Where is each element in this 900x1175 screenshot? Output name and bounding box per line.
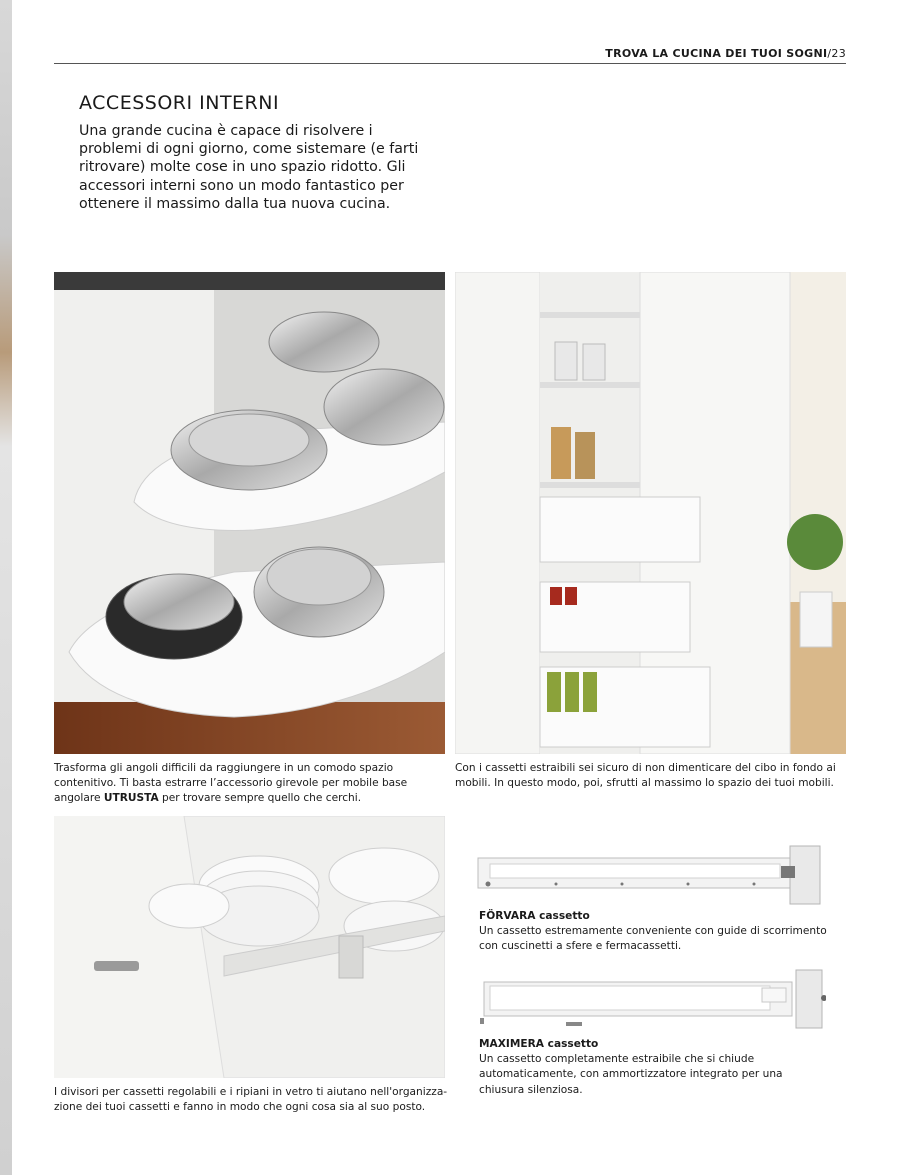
drawer-dividers-caption: I divisori per cassetti regolabili e i ripiani in vetro ti aiutano nell'organizza-zione dei tuoi cassetti e fanno in modo che ogni cosa sia al suo posto. bbox=[54, 1086, 448, 1114]
product-name-utrusta: UTRUSTA bbox=[103, 792, 159, 805]
running-title: TROVA LA CUCINA DEI TUOI SOGNI bbox=[605, 47, 828, 60]
maximera-drawer-image bbox=[476, 966, 826, 1032]
maximera-caption bbox=[479, 1037, 829, 1098]
corner-carousel-photo bbox=[54, 272, 445, 754]
caption-text: per trovare sempre quello che cerchi. bbox=[158, 792, 362, 805]
forvara-product-name: FÖRVARA cassetto bbox=[479, 910, 590, 922]
caption-text: Trasforma gli angoli difficili da raggiungere in un comodo spazio contenitivo. Ti basta estrarre l’accessorio girevole per mobile base angolare bbox=[54, 762, 408, 805]
page-number: /23 bbox=[827, 47, 846, 60]
maximera-product-name: MAXIMERA cassetto bbox=[479, 1038, 599, 1050]
page-edge-strip bbox=[0, 0, 12, 1175]
forvara-description: Un cassetto estremamente conveniente con guide di scorrimento con cuscinetti a sfere e fermacassetti. bbox=[479, 925, 827, 953]
forvara-caption bbox=[479, 909, 829, 955]
running-head bbox=[605, 47, 846, 60]
pantry-cabinet-photo bbox=[455, 272, 846, 754]
section-title: ACCESSORI INTERNI bbox=[79, 92, 280, 114]
pantry-caption: Con i cassetti estraibili sei sicuro di non dimenticare del cibo in fondo ai mobili. In questo modo, poi, sfrutti al massimo lo spazio dei tuoi mobili. bbox=[455, 762, 836, 790]
corner-carousel-caption bbox=[54, 761, 414, 807]
section-intro: Una grande cucina è capace di risolvere i problemi di ogni giorno, come sistemare (e farti ritrovare) molte cose in uno spazio ridotto. Gli accessori interni sono un modo fantastico per ottenere il massimo dalla tua nuova cucina. bbox=[79, 123, 419, 212]
forvara-drawer-image bbox=[476, 844, 826, 906]
maximera-description: Un cassetto completamente estraibile che si chiude automaticamente, con ammortizzatore integrato per una chiusura silenziosa. bbox=[479, 1053, 783, 1096]
header-rule bbox=[54, 63, 846, 64]
drawer-dividers-photo bbox=[54, 816, 445, 1078]
